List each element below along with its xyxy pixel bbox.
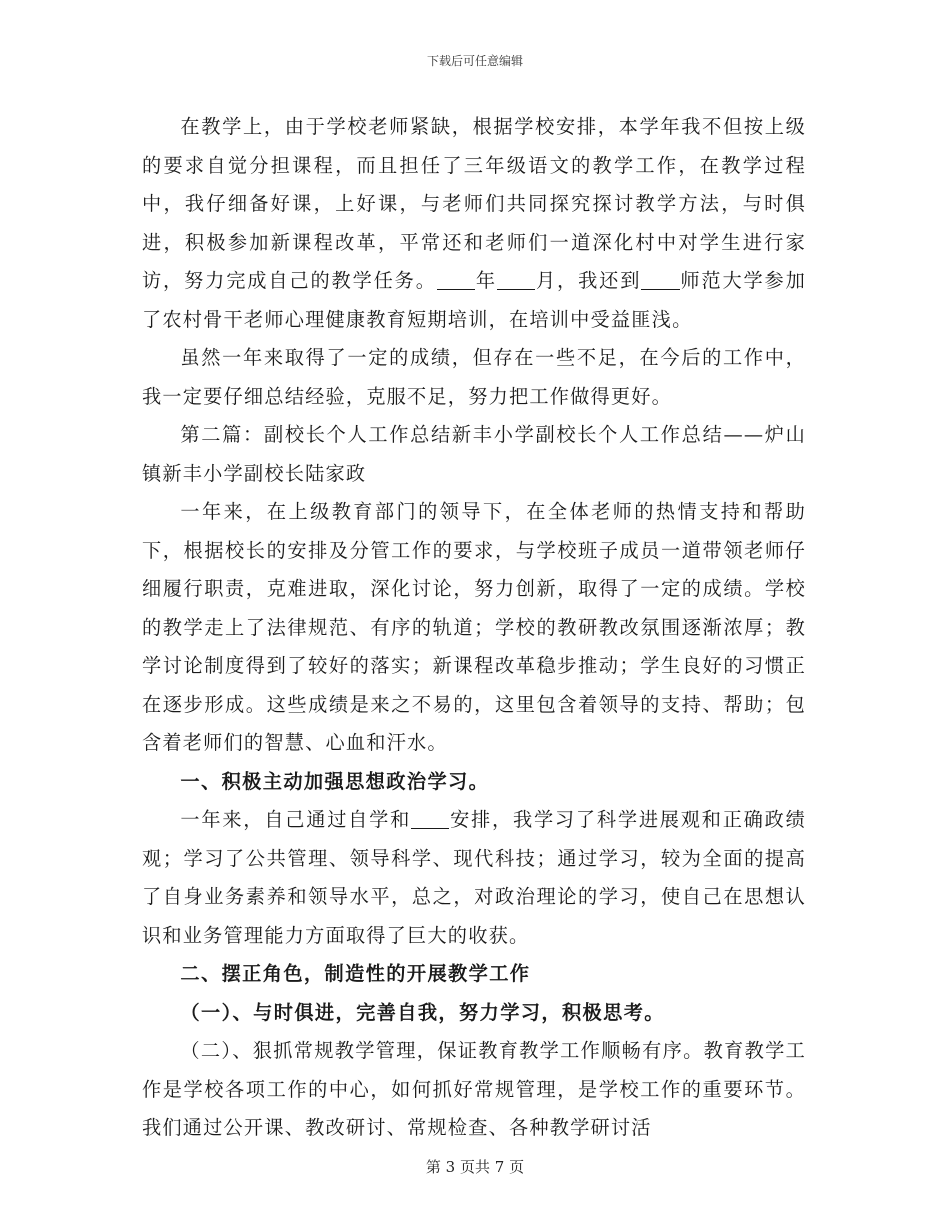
paragraph-text: 安排，我学习了科学进展观和正确政绩观；学习了公共管理、领导科学、现代科技；通过学习，较为全面的提高了自身业务素养和领导水平，总之，对政治理论的学习，使自己在思想认识和业务管理能力方面取得了巨大的收获。	[142, 808, 807, 947]
paragraph-year-summary: 一年来，在上级教育部门的领导下，在全体老师的热情支持和帮助下，根据校长的安排及分管工作的要求，与学校班子成员一道带领老师仔细履行职责，克难进取，深化讨论，努力创新，取得了一定的成绩。学校的教学走上了法律规范、有序的轨道；学校的教研教改氛围逐渐浓厚；教学讨论制度得到了较好的落实；新课程改革稳步推动；学生良好的习惯正在逐步形成。这些成绩是来之不易的，这里包含着领导的支持、帮助；包含着老师们的智慧、心血和汗水。	[142, 500, 806, 754]
paragraph-text: 一年来，自己通过自学和	[180, 808, 412, 831]
subheading-self-improvement: （一）、与时俱进，完善自我，努力学习，积极思考。	[180, 1000, 665, 1024]
paragraph-text: 在教学上，由于学校老师紧缺，根据学校安排，本学年我不但按上级的要求自觉分担课程，而且担任了三年级语文的教学工作，在教学过程中，我仔细备好课，上好课，与老师们共同探究探讨教学方法，与时俱进，积极参加新课程改革，平常还和老师们一道深化村中对学生进行家访，努力完成自己的教学任务。	[142, 115, 806, 292]
page-footer: 第 3 页共 7 页	[425, 1158, 525, 1176]
blank-underline	[641, 270, 679, 290]
heading-teaching-work: 二、摆正角色，制造性的开展教学工作	[180, 962, 531, 985]
paragraph-self-study	[142, 801, 806, 955]
paragraph-text: 月，我还到	[535, 269, 642, 292]
document-body	[142, 108, 806, 1148]
blank-underline	[437, 270, 475, 290]
paragraph-text: 年	[475, 269, 497, 292]
paragraph-routine-management: （二）、狠抓常规教学管理，保证教育教学工作顺畅有序。教育教学工作是学校各项工作的中心，如何抓好常规管理，是学校工作的重要环节。我们通过公开课、教改研讨、常规检查、各种教学研讨活	[142, 1039, 806, 1139]
page-header: 下载后可任意编辑	[426, 54, 523, 68]
blank-underline	[497, 270, 535, 290]
paragraph-second-article-title: 第二篇：副校长个人工作总结新丰小学副校长个人工作总结——炉山镇新丰小学副校长陆家政	[142, 423, 806, 485]
paragraph-teaching	[142, 108, 806, 339]
blank-underline	[411, 809, 449, 829]
paragraph-text: 师范大学参加了农村骨干老师心理健康教育短期培训，在培训中受益匪浅。	[142, 269, 806, 331]
heading-political-study: 一、积极主动加强思想政治学习。	[180, 769, 490, 793]
paragraph-shortcomings: 虽然一年来取得了一定的成绩，但存在一些不足，在今后的工作中，我一定要仔细总结经验，克服不足，努力把工作做得更好。	[142, 346, 806, 408]
